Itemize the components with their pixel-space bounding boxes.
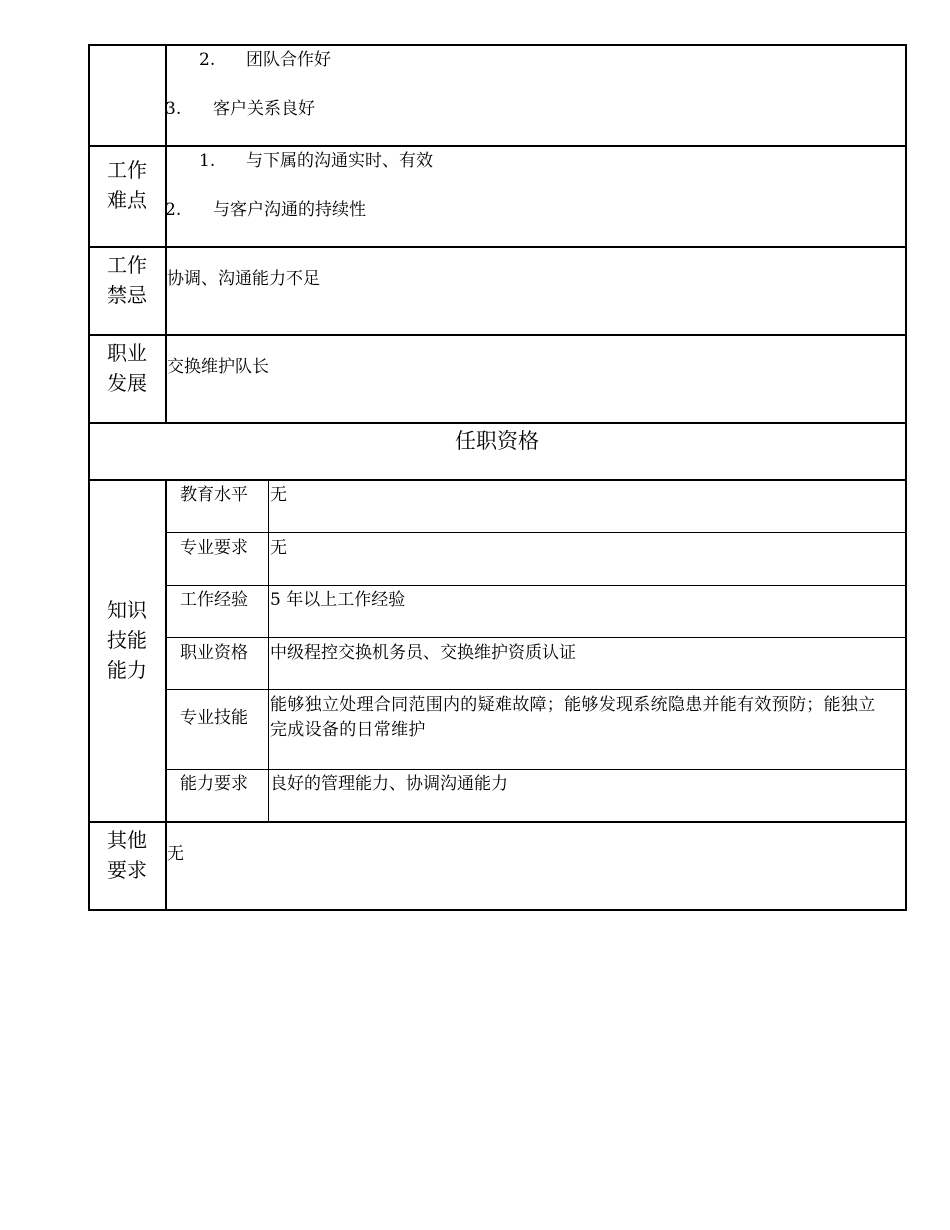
knowledge-row-divider [166,585,906,586]
knowledge-row-divider [166,532,906,533]
table-border-right [905,44,907,910]
row-label-taboo: 工作 禁忌 [107,253,147,307]
row-label-career: 职业 发展 [107,341,147,395]
knowledge-row-divider [166,769,906,770]
row-divider [88,422,907,424]
list-item-text: 团队合作好 [246,50,331,70]
knowledge-row-value: 5 年以上工作经验 [270,590,406,610]
table-border-top [88,44,907,46]
knowledge-row-label: 能力要求 [180,774,248,794]
list-item-text: 与客户沟通的持续性 [213,200,366,220]
row-divider [88,479,907,481]
list-item-text: 客户关系良好 [213,99,315,119]
knowledge-row-value: 无 [270,538,287,558]
row-label-knowledge: 知识 技能 能力 [107,598,147,682]
section-title: 任职资格 [455,429,539,453]
career-text: 交换维护队长 [167,357,269,377]
taboo-text: 协调、沟通能力不足 [167,269,320,289]
knowledge-inner-divider [268,479,269,822]
knowledge-row-divider [166,637,906,638]
knowledge-row-value: 能够独立处理合同范围内的疑难故障；能够发现系统隐患并能有效预防；能独立完成设备的日常维护 [270,695,876,740]
row-divider [88,246,907,248]
knowledge-row-value: 中级程控交换机务员、交换维护资质认证 [270,643,576,663]
list-item-text: 与下属的沟通实时、有效 [246,151,433,171]
list-item-number: 2. [199,50,216,70]
knowledge-row-value: 无 [270,485,287,505]
knowledge-row-label: 专业技能 [180,708,248,728]
other-text: 无 [167,844,184,864]
knowledge-row-divider [166,689,906,690]
list-item-number: 2. [165,200,182,220]
table-border-bottom [88,909,907,911]
row-label-difficulty: 工作 难点 [107,158,147,212]
row-label-other: 其他 要求 [107,828,147,882]
knowledge-row-value: 良好的管理能力、协调沟通能力 [270,774,508,794]
knowledge-row-label: 专业要求 [180,538,248,558]
list-item-number: 1. [199,151,216,171]
list-item-number: 3. [165,99,182,119]
row-divider [88,334,907,336]
knowledge-row-label: 职业资格 [180,643,248,663]
knowledge-row-label: 教育水平 [180,485,248,505]
knowledge-row-label: 工作经验 [180,590,248,610]
row-divider [88,821,907,823]
row-divider [88,145,907,147]
